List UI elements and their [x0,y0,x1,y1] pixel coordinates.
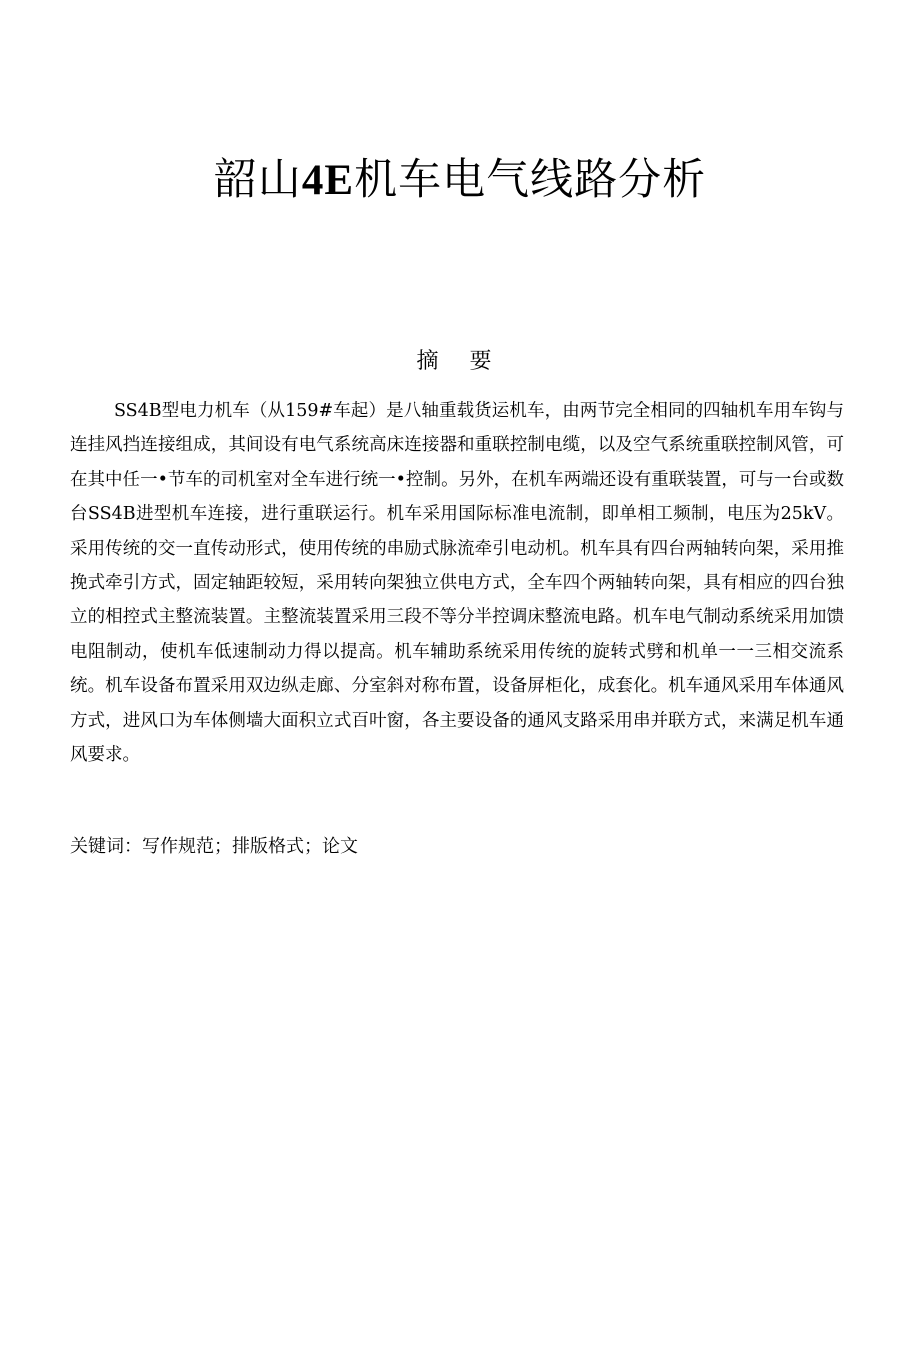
abstract-heading: 摘 要 [416,349,504,374]
title-suffix: 机车电气线路分析 [354,155,707,205]
keywords-line: 关键词：写作规范；排版格式；论文 [70,836,358,857]
document-title [0,148,920,213]
title-model: 4E [301,157,355,204]
title-prefix: 韶山 [213,155,302,205]
abstract-paragraph: SS4B型电力机车（从159#车起）是八轴重载货运机车，由两节完全相同的四轴机车用车钩与连挂风挡连接组成，其间设有电气系统高床连接器和重联控制电缆，以及空气系统重联控制风管，可在其中任一•节车的司机室对全车进行统一•控制。另外，在机车两端还设有重联装置，可与一台或数台SS4B进型机车连接，进行重联运行。机车采用国际标准电流制，即单相工频制，电压为25kV。采用传统的交一直传动形式，使用传统的串励式脉流牵引电动机。机车具有四台两轴转向架，采用推挽式牵引方式，固定轴距较短，采用转向架独立供电方式，全车四个两轴转向架，具有相应的四台独立的相控式主整流装置。主整流装置采用三段不等分半控调床整流电路。机车电气制动系统采用加馈电阻制动，使机车低速制动力得以提高。机车辅助系统采用传统的旋转式劈和机单一一三相交流系统。机车设备布置采用双边纵走廊、分室斜对称布置，设备屏柜化，成套化。机车通风采用车体通风方式，进风口为车体侧墙大面积立式百叶窗，各主要设备的通风支路采用串并联方式，来满足机车通风要求。 [70,401,844,766]
